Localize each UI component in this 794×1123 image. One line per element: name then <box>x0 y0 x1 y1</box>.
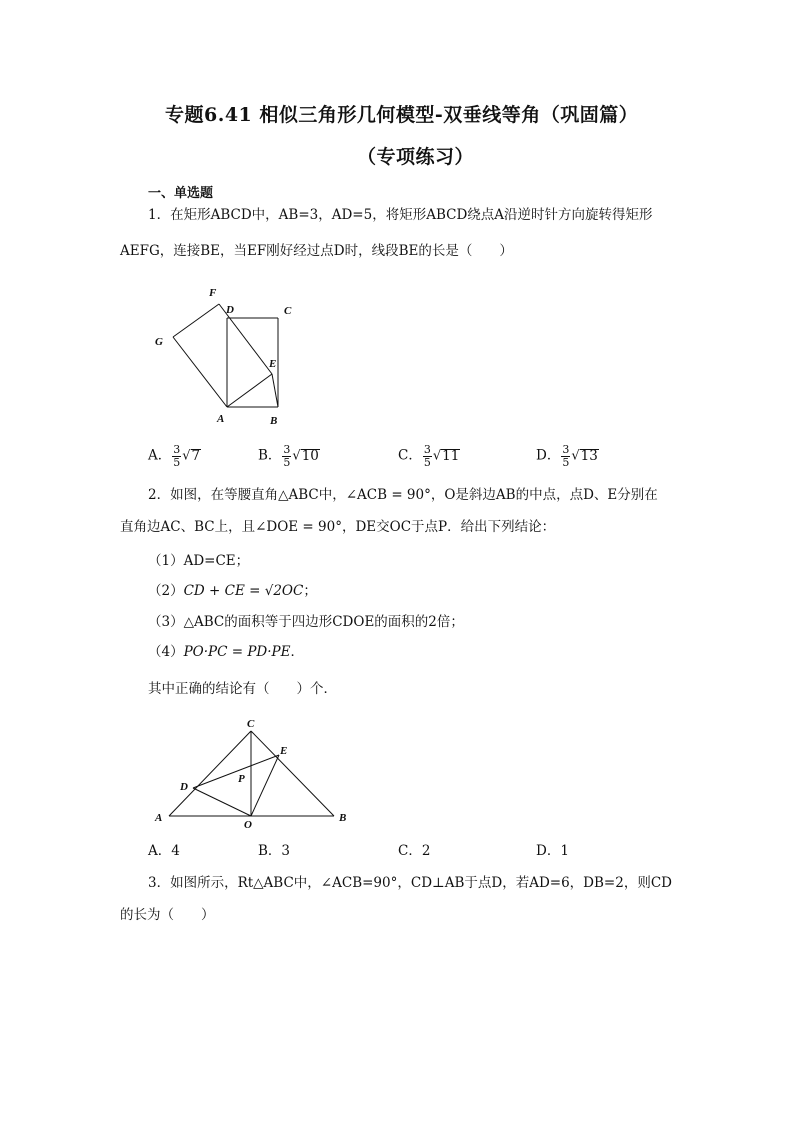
q2-label-O: O <box>244 819 252 831</box>
q2-label-D: D <box>180 781 188 793</box>
q2-conclusion-4: （4）PO·PC = PD·PE． <box>148 644 304 660</box>
q1-text-line2: AEFG，连接BE，当EF刚好经过点D时，线段BE的长是（ ） <box>120 243 513 259</box>
q2-label-B: B <box>339 812 347 824</box>
q1-figure <box>145 280 305 430</box>
q2-label-P: P <box>238 773 245 785</box>
q2-option-d[interactable]: D．1 <box>536 843 569 859</box>
q2-option-c[interactable]: C．2 <box>398 843 431 859</box>
q2-conclusion-3: （3）△ABC的面积等于四边形CDOE的面积的2倍； <box>148 614 464 630</box>
q2-label-A: A <box>155 812 163 824</box>
q2-figure <box>150 712 360 832</box>
q1-label-E: E <box>269 358 277 370</box>
section-heading: 一、单选题 <box>148 186 214 201</box>
q1-label-D: D <box>226 304 234 316</box>
q2-conclusion-2: （2）CD + CE = √2OC； <box>148 583 317 599</box>
q1-label-C: C <box>284 305 292 317</box>
q1-label-G: G <box>155 336 163 348</box>
q2-text-line1: 2．如图，在等腰直角△ABC中，∠ACB = 90°，O是斜边AB的中点，点D、E分别在 <box>148 487 658 503</box>
q2-question: 其中正确的结论有（ ）个． <box>148 681 337 697</box>
q1-label-F: F <box>209 287 217 299</box>
q2-label-C: C <box>247 718 255 730</box>
q1-option-a[interactable]: A． $\frac{3}{5}$ √7 <box>148 443 201 469</box>
q2-label-E: E <box>280 745 288 757</box>
q3-text-line2: 的长为（ ） <box>120 907 215 923</box>
q2-conclusion-1: （1）AD=CE； <box>148 553 250 569</box>
q1-option-b[interactable]: B． $\frac{3}{5}$ √10 <box>258 443 319 469</box>
page-title: 专题6.41 相似三角形几何模型-双垂线等角（巩固篇） <box>165 104 639 126</box>
page-subtitle: （专项练习） <box>357 146 475 168</box>
q1-option-c[interactable]: C． $\frac{3}{5}$ √11 <box>398 443 460 469</box>
q2-text-line2: 直角边AC、BC上，且∠DOE = 90°，DE交OC于点P．给出下列结论： <box>120 519 556 535</box>
q1-option-d[interactable]: D． $\frac{3}{5}$ √13 <box>536 443 598 469</box>
q3-text-line1: 3．如图所示，Rt△ABC中，∠ACB=90°，CD⊥AB于点D，若AD=6，DB=2，则CD <box>148 875 672 891</box>
q1-label-A: A <box>217 413 225 425</box>
q1-label-B: B <box>270 415 278 427</box>
q2-option-a[interactable]: A．4 <box>148 843 180 859</box>
q2-option-b[interactable]: B．3 <box>258 843 291 859</box>
q1-text-line1: 1．在矩形ABCD中，AB=3，AD=5，将矩形ABCD绕点A沿逆时针方向旋转得矩形 <box>148 207 653 223</box>
